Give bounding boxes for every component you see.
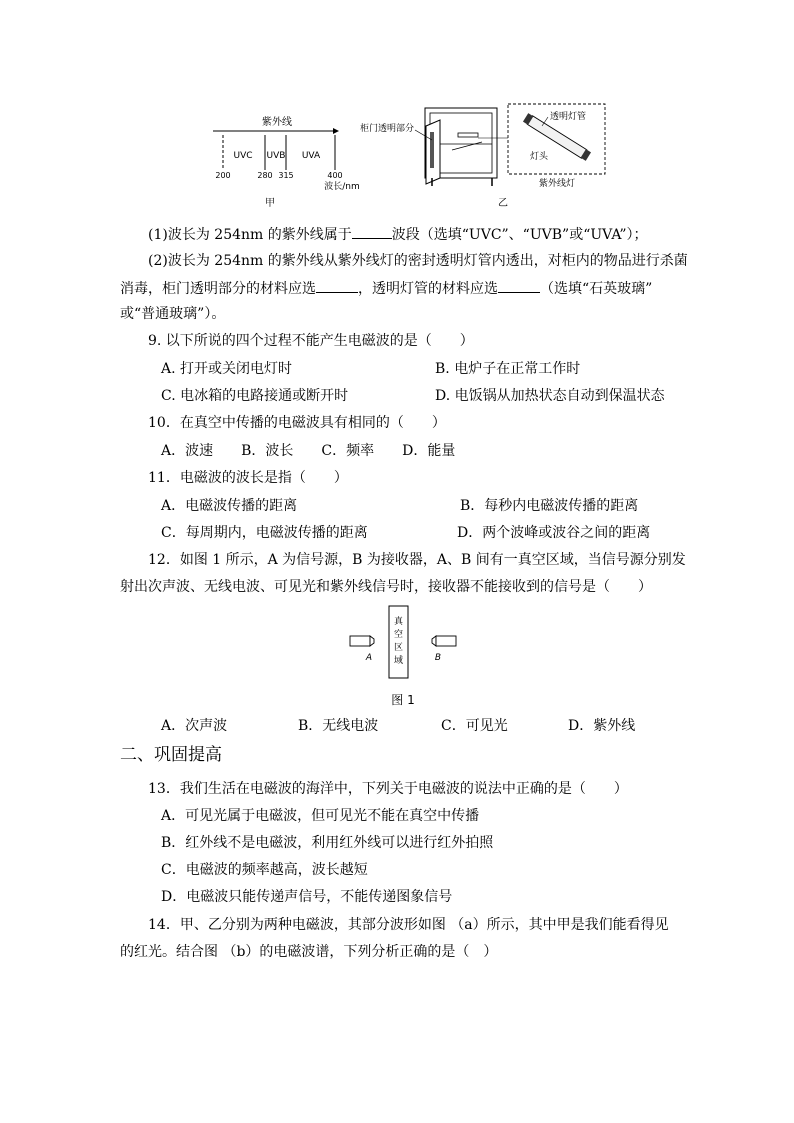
q8-p2-text-b: ，透明灯管的材料应选: [358, 281, 498, 297]
band-uva: UVA: [301, 151, 321, 161]
label-a: A: [365, 653, 373, 663]
vacuum-char-2: 空: [393, 630, 404, 640]
lamp-label: 紫外线灯: [538, 179, 576, 189]
section-heading: 二、巩固提高: [120, 745, 222, 765]
tick-280: 280: [257, 171, 273, 180]
q12-option-d[interactable]: D．紫外线: [568, 718, 636, 734]
q12-option-a[interactable]: A．次声波: [161, 718, 228, 734]
uv-spectrum-figure: [205, 108, 365, 208]
q11-option-d[interactable]: D．两个波峰或波谷之间的距离: [457, 525, 651, 541]
vacuum-char-3: 区: [393, 643, 404, 653]
q12-option-c[interactable]: C．可见光: [441, 718, 508, 734]
q13-option-c[interactable]: C．电磁波的频率越高，波长越短: [161, 862, 368, 878]
axis-label: 波长/nm: [324, 182, 360, 192]
q13-option-d[interactable]: D．电磁波只能传递声信号，不能传递图象信号: [161, 889, 453, 905]
q11-option-c[interactable]: C．每周期内，电磁波传播的距离: [161, 525, 368, 541]
q8-p1-blank[interactable]: [352, 224, 392, 239]
q8-p2-text-c: （选填“石英玻璃”: [540, 281, 653, 297]
q14-line1: 14．甲、乙分别为两种电磁波，其部分波形如图 （a）所示，其中甲是我们能看得见: [148, 917, 669, 933]
q11-option-a[interactable]: A．电磁波传播的距离: [161, 498, 298, 514]
tick-200: 200: [215, 171, 231, 180]
tick-315: 315: [278, 171, 294, 180]
q8-part2-line1: (2)波长为 254nm 的紫外线从紫外线灯的密封透明灯管内透出，对柜内的物品进行杀菌: [148, 253, 688, 269]
q8-part2-line3: 或“普通玻璃”）。: [120, 306, 226, 322]
q8-part1: [148, 224, 648, 245]
q9-option-c[interactable]: C. 电冰箱的电路接通或断开时: [161, 388, 349, 404]
q13-option-b[interactable]: B．红外线不是电磁波，利用红外线可以进行红外拍照: [161, 835, 494, 851]
figure-1: [340, 604, 465, 712]
q10-stem: 10．在真空中传播的电磁波具有相同的（ ）: [148, 415, 446, 431]
figure-1-caption: 图 1: [391, 693, 415, 707]
caption-yi: 乙: [498, 198, 508, 209]
q12-option-b[interactable]: B．无线电波: [298, 718, 379, 734]
tick-400: 400: [327, 171, 343, 180]
q12-line2: 射出次声波、无线电波、可见光和紫外线信号时，接收器不能接收到的信号是（ ）: [120, 579, 652, 595]
receiver-b: [436, 636, 456, 646]
q10-options[interactable]: A．波速 B．波长 C．频率 D．能量: [161, 443, 456, 459]
q8-p1-text-a: (1)波长为 254nm 的紫外线属于: [148, 227, 352, 243]
band-uvb: UVB: [266, 151, 286, 161]
caption-jia: 甲: [265, 198, 275, 208]
q9-option-b[interactable]: B. 电炉子在正常工作时: [435, 361, 581, 377]
q12-line1: 12．如图 1 所示，A 为信号源，B 为接收器，A、B 间有一真空区域，当信号源分别发: [148, 552, 686, 568]
vacuum-char-4: 域: [393, 656, 404, 666]
q13-stem: 13．我们生活在电磁波的海洋中，下列关于电磁波的说法中正确的是（ ）: [148, 781, 628, 797]
vacuum-char-1: 真: [393, 617, 404, 627]
q8-p2-text-a: 消毒，柜门透明部分的材料应选: [120, 281, 316, 297]
q11-stem: 11．电磁波的波长是指（ ）: [148, 470, 348, 486]
door-label: 柜门透明部分: [360, 124, 415, 134]
band-uvc: UVC: [233, 151, 253, 161]
q8-p2-blank1[interactable]: [316, 278, 358, 293]
q9-option-a[interactable]: A. 打开或关闭电灯时: [161, 361, 293, 377]
q13-option-a[interactable]: A．可见光属于电磁波，但可见光不能在真空中传播: [161, 808, 480, 824]
signal-source-a: [350, 636, 370, 646]
q11-option-b[interactable]: B．每秒内电磁波传播的距离: [460, 498, 639, 514]
q8-p2-blank2[interactable]: [498, 278, 540, 293]
cap-label: 灯头: [530, 152, 549, 162]
cabinet-figure: [360, 100, 615, 212]
tube-label: 透明灯管: [550, 112, 587, 122]
q9-stem: 9. 以下所说的四个过程不能产生电磁波的是（ ）: [148, 333, 474, 349]
label-b: B: [434, 653, 442, 663]
uv-title: 紫外线: [262, 117, 292, 128]
q9-option-d[interactable]: D. 电饭锅从加热状态自动到保温状态: [435, 388, 665, 404]
q8-p1-text-b: 波段（选填“UVC”、“UVB”或“UVA”）；: [391, 227, 648, 243]
q8-part2-line2: [120, 278, 652, 299]
q14-line2: 的红光。结合图 （b）的电磁波谱，下列分析正确的是（ ）: [120, 944, 498, 960]
